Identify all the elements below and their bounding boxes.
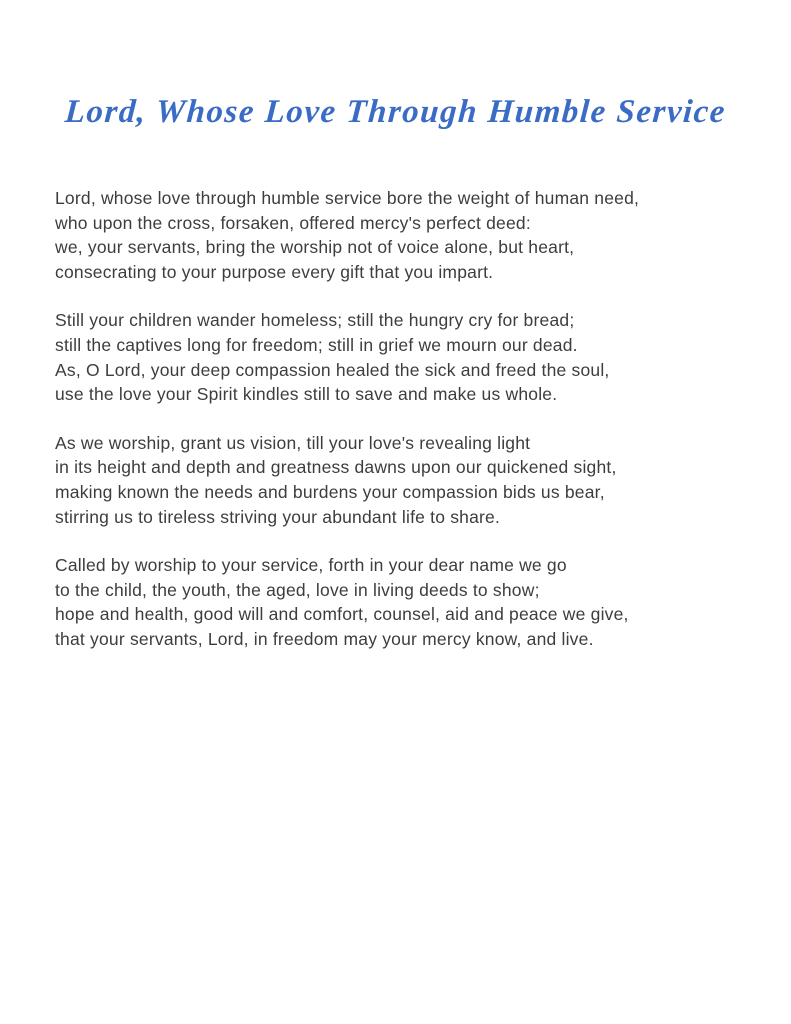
hymn-body [0,186,791,652]
lyric-line: stirring us to tireless striving your abundant life to share. [55,506,501,527]
lyric-line: to the child, the youth, the aged, love in living deeds to show; [55,579,540,600]
stanza-1 [55,186,736,284]
lyric-line: As, O Lord, your deep compassion healed the sick and freed the soul, [55,359,610,380]
lyric-line: As we worship, grant us vision, till your love's revealing light [55,432,531,453]
stanza-2 [55,308,736,406]
lyric-line: in its height and depth and greatness dawns upon our quickened sight, [55,457,617,478]
lyric-line: hope and health, good will and comfort, counsel, aid and peace we give, [55,604,629,625]
lyric-line: use the love your Spirit kindles still to save and make us whole. [55,384,558,405]
lyric-line: we, your servants, bring the worship not of voice alone, but heart, [55,237,575,258]
lyric-line: who upon the cross, forsaken, offered mercy's perfect deed: [55,212,531,233]
hymn-title: Lord, Whose Love Through Humble Service [63,93,728,130]
lyric-line: that your servants, Lord, in freedom may your mercy know, and live. [55,628,594,649]
lyric-line: Lord, whose love through humble service bore the weight of human need, [55,188,640,208]
stanza-3 [55,431,736,529]
lyric-line: consecrating to your purpose every gift that you impart. [55,261,494,282]
lyric-line: making known the needs and burdens your compassion bids us bear, [55,481,605,502]
lyric-line: still the captives long for freedom; still in grief we mourn our dead. [55,334,578,355]
lyric-line: Called by worship to your service, forth in your dear name we go [55,555,567,576]
lyric-line: Still your children wander homeless; still the hungry cry for bread; [55,310,575,331]
stanza-4 [55,553,736,651]
